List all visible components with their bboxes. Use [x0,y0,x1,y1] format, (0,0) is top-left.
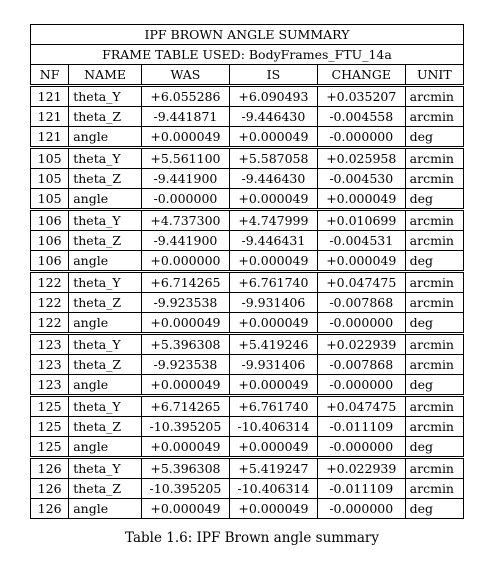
cell-nf: 126 [31,499,69,519]
cell-nf: 123 [31,375,69,396]
cell-was: -9.923538 [141,293,229,313]
cell-name: theta_Z [69,293,142,313]
header-is: IS [229,65,317,86]
cell-was: +6.055286 [141,86,229,107]
cell-nf: 105 [31,189,69,210]
table-row [31,499,464,519]
cell-name: theta_Y [69,272,142,293]
cell-change: +0.010699 [317,210,405,231]
cell-is: +6.761740 [229,272,317,293]
cell-is: +5.419247 [229,458,317,479]
cell-change: -0.011109 [317,479,405,499]
cell-change: -0.004531 [317,231,405,251]
cell-name: angle [69,375,142,396]
table-row [31,313,464,334]
cell-unit: arcmin [405,396,463,417]
cell-unit: arcmin [405,334,463,355]
cell-is: +0.000049 [229,313,317,334]
cell-change: -0.000000 [317,499,405,519]
cell-change: -0.000000 [317,437,405,458]
cell-nf: 126 [31,458,69,479]
table-row [31,210,464,231]
cell-unit: deg [405,127,463,148]
cell-change: -0.004530 [317,169,405,189]
cell-unit: deg [405,313,463,334]
frame-table-used: FRAME TABLE USED: BodyFrames_FTU_14a [31,45,464,65]
cell-unit: arcmin [405,107,463,127]
cell-was: +5.561100 [141,148,229,169]
cell-name: theta_Z [69,169,142,189]
cell-unit: arcmin [405,479,463,499]
table-row [31,189,464,210]
cell-unit: deg [405,189,463,210]
cell-unit: arcmin [405,458,463,479]
cell-nf: 121 [31,127,69,148]
cell-is: +6.761740 [229,396,317,417]
cell-change: +0.035207 [317,86,405,107]
table-row [31,334,464,355]
cell-nf: 106 [31,231,69,251]
cell-is: -9.446430 [229,107,317,127]
cell-is: -9.931406 [229,355,317,375]
cell-was: +0.000049 [141,375,229,396]
cell-unit: arcmin [405,231,463,251]
table-caption: Table 1.6: IPF Brown angle summary [124,530,379,546]
cell-nf: 121 [31,107,69,127]
cell-is: -9.931406 [229,293,317,313]
cell-nf: 125 [31,437,69,458]
cell-name: theta_Y [69,86,142,107]
cell-is: +5.419246 [229,334,317,355]
cell-change: -0.000000 [317,127,405,148]
cell-change: -0.007868 [317,355,405,375]
cell-nf: 106 [31,251,69,272]
cell-is: +0.000049 [229,437,317,458]
cell-unit: arcmin [405,417,463,437]
cell-was: +6.714265 [141,396,229,417]
cell-change: -0.004558 [317,107,405,127]
cell-unit: deg [405,251,463,272]
cell-is: +0.000049 [229,127,317,148]
cell-name: angle [69,437,142,458]
cell-was: +6.714265 [141,272,229,293]
document [30,24,464,519]
cell-change: -0.000000 [317,313,405,334]
cell-was: +0.000049 [141,313,229,334]
cell-change: +0.022939 [317,334,405,355]
cell-is: +0.000049 [229,251,317,272]
cell-was: +5.396308 [141,458,229,479]
cell-name: theta_Y [69,458,142,479]
cell-was: +5.396308 [141,334,229,355]
header-nf: NF [31,65,69,86]
cell-name: angle [69,189,142,210]
cell-unit: arcmin [405,86,463,107]
table-row [31,437,464,458]
cell-name: angle [69,127,142,148]
cell-nf: 125 [31,396,69,417]
cell-nf: 122 [31,293,69,313]
cell-name: theta_Z [69,479,142,499]
cell-nf: 122 [31,313,69,334]
cell-is: +4.747999 [229,210,317,231]
table-row [31,375,464,396]
table-row [31,479,464,499]
cell-unit: arcmin [405,169,463,189]
table-title: IPF BROWN ANGLE SUMMARY [31,25,464,45]
cell-name: angle [69,499,142,519]
table-body [31,86,464,519]
cell-is: -9.446430 [229,169,317,189]
table-row [31,417,464,437]
cell-was: -9.923538 [141,355,229,375]
cell-change: +0.000049 [317,251,405,272]
cell-was: -9.441871 [141,107,229,127]
cell-was: +0.000049 [141,127,229,148]
header-unit: UNIT [405,65,463,86]
angle-summary-table [30,24,464,519]
header-name: NAME [69,65,142,86]
cell-name: theta_Z [69,231,142,251]
cell-nf: 105 [31,169,69,189]
frame-table-row [31,45,464,65]
cell-was: -9.441900 [141,231,229,251]
cell-change: +0.047475 [317,396,405,417]
cell-change: +0.047475 [317,272,405,293]
cell-change: +0.022939 [317,458,405,479]
cell-is: -10.406314 [229,417,317,437]
cell-nf: 106 [31,210,69,231]
cell-change: +0.025958 [317,148,405,169]
table-row [31,293,464,313]
table-title-row [31,25,464,45]
cell-change: +0.000049 [317,189,405,210]
header-was: WAS [141,65,229,86]
cell-change: -0.011109 [317,417,405,437]
cell-unit: deg [405,375,463,396]
cell-nf: 123 [31,355,69,375]
cell-unit: arcmin [405,272,463,293]
cell-was: +4.737300 [141,210,229,231]
cell-was: -0.000000 [141,189,229,210]
cell-was: -10.395205 [141,479,229,499]
cell-change: -0.000000 [317,375,405,396]
cell-is: +5.587058 [229,148,317,169]
header-change: CHANGE [317,65,405,86]
cell-nf: 126 [31,479,69,499]
cell-is: +6.090493 [229,86,317,107]
cell-was: +0.000049 [141,437,229,458]
cell-was: -9.441900 [141,169,229,189]
table-row [31,458,464,479]
table-row [31,251,464,272]
cell-is: +0.000049 [229,499,317,519]
cell-was: +0.000000 [141,251,229,272]
table-row [31,355,464,375]
cell-nf: 105 [31,148,69,169]
cell-unit: arcmin [405,293,463,313]
cell-name: theta_Y [69,334,142,355]
table-row [31,272,464,293]
cell-unit: arcmin [405,355,463,375]
cell-name: angle [69,251,142,272]
cell-is: -9.446431 [229,231,317,251]
cell-was: -10.395205 [141,417,229,437]
cell-is: -10.406314 [229,479,317,499]
cell-name: angle [69,313,142,334]
cell-nf: 121 [31,86,69,107]
table-row [31,396,464,417]
cell-change: -0.007868 [317,293,405,313]
cell-name: theta_Z [69,355,142,375]
cell-name: theta_Z [69,107,142,127]
table-row [31,169,464,189]
table-row [31,231,464,251]
cell-name: theta_Y [69,210,142,231]
column-header-row [31,65,464,86]
cell-is: +0.000049 [229,189,317,210]
cell-name: theta_Z [69,417,142,437]
cell-nf: 123 [31,334,69,355]
table-row [31,127,464,148]
cell-nf: 122 [31,272,69,293]
cell-nf: 125 [31,417,69,437]
cell-name: theta_Y [69,396,142,417]
cell-is: +0.000049 [229,375,317,396]
table-row [31,148,464,169]
table-row [31,86,464,107]
cell-unit: deg [405,437,463,458]
table-row [31,107,464,127]
cell-unit: deg [405,499,463,519]
cell-was: +0.000049 [141,499,229,519]
cell-unit: arcmin [405,210,463,231]
cell-unit: arcmin [405,148,463,169]
cell-name: theta_Y [69,148,142,169]
